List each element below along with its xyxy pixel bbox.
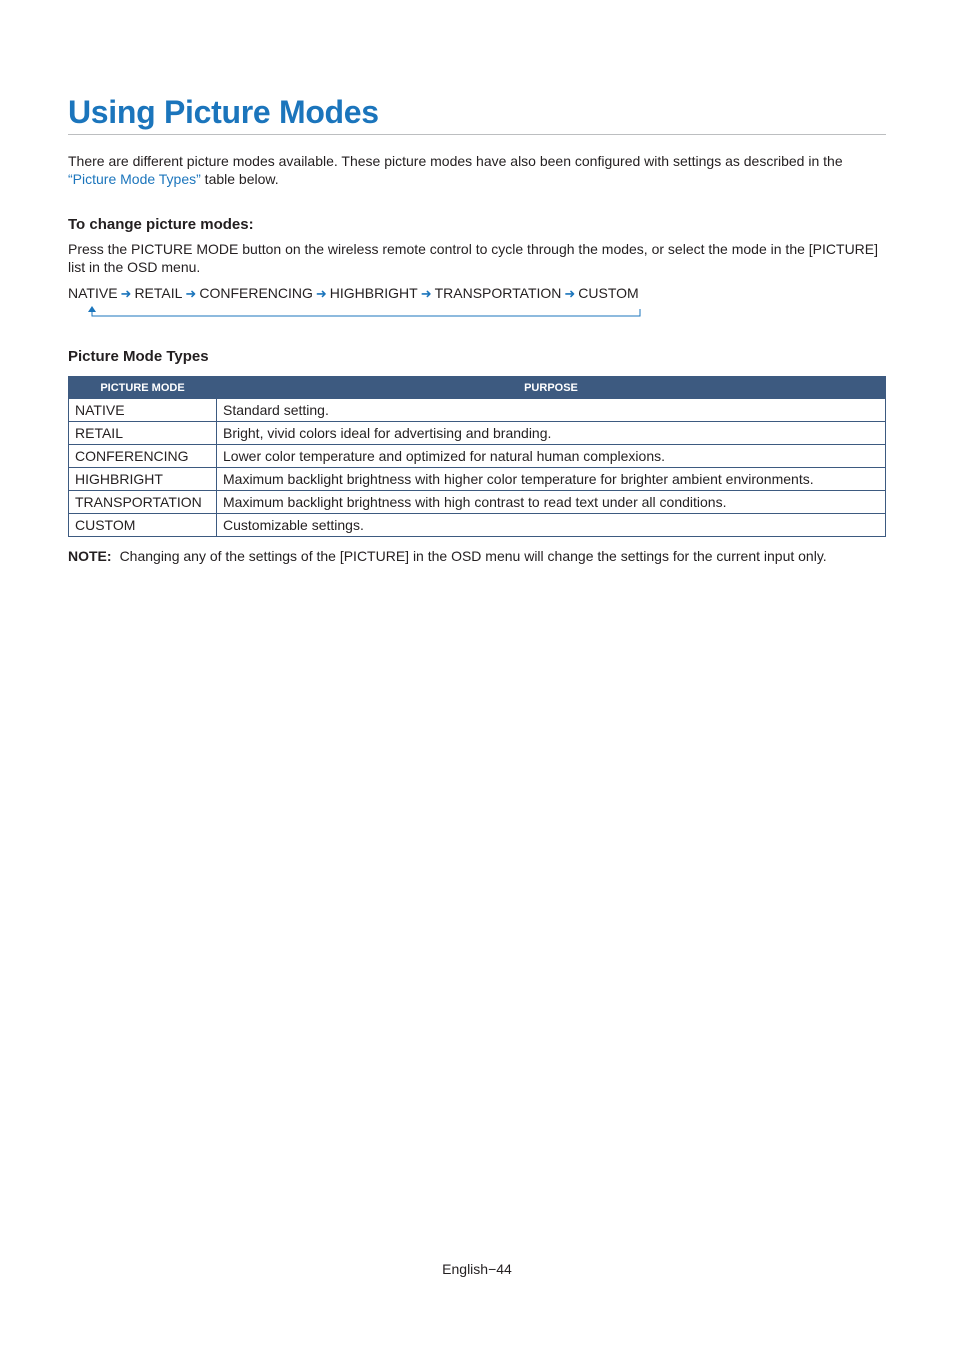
mode-cell: TRANSPORTATION: [69, 491, 217, 514]
purpose-cell: Maximum backlight brightness with high contrast to read text under all conditions.: [217, 491, 886, 514]
arrow-right-icon: ➜: [185, 286, 197, 301]
flow-step: TRANSPORTATION: [434, 285, 562, 301]
mode-cell: CONFERENCING: [69, 445, 217, 468]
arrow-right-icon: ➜: [420, 286, 432, 301]
mode-cell: HIGHBRIGHT: [69, 468, 217, 491]
mode-cell: CUSTOM: [69, 514, 217, 537]
table-row: [69, 422, 886, 445]
purpose-cell: Lower color temperature and optimized for natural human complexions.: [217, 445, 886, 468]
page-number: English−44: [442, 1261, 512, 1277]
intro-paragraph: [68, 152, 886, 188]
column-header-mode: PICTURE MODE: [69, 377, 217, 399]
flow-step: CONFERENCING: [199, 285, 313, 301]
purpose-cell: Bright, vivid colors ideal for advertising and branding.: [217, 422, 886, 445]
table-row: [69, 514, 886, 537]
note-text: Changing any of the settings of the [PICTURE] in the OSD menu will change the settings for the current input only.: [119, 548, 827, 564]
flow-step: HIGHBRIGHT: [329, 285, 418, 301]
note-label: NOTE:: [68, 548, 112, 564]
purpose-cell: Standard setting.: [217, 399, 886, 422]
purpose-cell: Customizable settings.: [217, 514, 886, 537]
intro-text: There are different picture modes available. These picture modes have also been configured with settings as described in the: [68, 153, 843, 169]
flow-step: NATIVE: [68, 285, 118, 301]
table-row: [69, 468, 886, 491]
loop-back-arrow-icon: [88, 306, 642, 318]
purpose-cell: Maximum backlight brightness with higher color temperature for brighter ambient environments.: [217, 468, 886, 491]
picture-mode-table: [68, 376, 886, 537]
mode-cell: NATIVE: [69, 399, 217, 422]
table-header-row: [69, 377, 886, 399]
intro-tail: table below.: [200, 171, 279, 187]
table-row: [69, 399, 886, 422]
mode-cycle-flow: [68, 284, 639, 303]
mode-cell: RETAIL: [69, 422, 217, 445]
arrow-right-icon: ➜: [120, 286, 132, 301]
page-title: Using Picture Modes: [68, 94, 379, 130]
flow-step: RETAIL: [134, 285, 183, 301]
table-row: [69, 491, 886, 514]
change-modes-heading: To change picture modes:: [68, 216, 254, 233]
flow-step: CUSTOM: [578, 285, 639, 301]
change-modes-paragraph: Press the PICTURE MODE button on the wireless remote control to cycle through the modes, or select the mode in the [PICTURE] list in the OSD menu.: [68, 241, 879, 275]
title-divider: [68, 134, 886, 135]
arrow-right-icon: ➜: [564, 286, 576, 301]
picture-mode-types-link[interactable]: “Picture Mode Types”: [68, 171, 201, 187]
picture-mode-types-heading: Picture Mode Types: [68, 348, 209, 365]
arrow-right-icon: ➜: [315, 286, 327, 301]
table-row: [69, 445, 886, 468]
column-header-purpose: PURPOSE: [217, 377, 886, 399]
note: [68, 547, 886, 565]
